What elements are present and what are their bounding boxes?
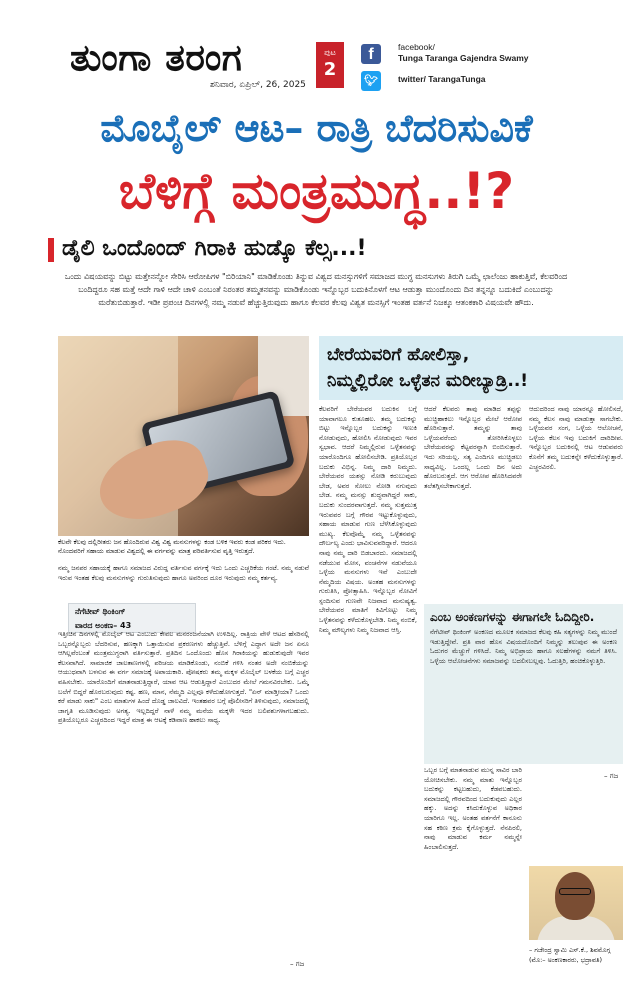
sidebar-end: – ಗಜ [604, 772, 619, 780]
issue-date: ಶನಿವಾರ, ಏಪ್ರಿಲ್, 26, 2025 [210, 80, 306, 90]
main-text-body: ಇತ್ತೀಚಿನ ದಿನಗಳಲ್ಲಿ ಮೊಬೈಲ್ ಆಟ ಎಂಬುದು ಕೇವಲ ಮನರಂಜನೆಯಾಗಿ ಉಳಿದಿಲ್ಲ. ರಾತ್ರಿಯ ವೇಳೆ ಆಟದ ಹೆಸರಿನಲ್ಲಿ ಒಬ್ಬರನ್ನೊಬ್ಬರು ಬೆದರಿಸುವ, ಹಣಕ್ಕಾಗಿ ಒತ್ತಾಯಿಸುವ ಪ್ರಕರಣಗಳು ಹೆಚ್ಚುತ್ತಿವೆ. ಬೆಳಿಗ್ಗೆ ಎದ್ದಾಗ ಅದೇ ಜನ ಏನೂ ಆಗಿಲ್ಲವೆಂಬಂತೆ ಮಂತ್ರಮುಗ್ಧರಾಗಿ ವರ್ತಿಸುತ್ತಾರೆ. ಪ್ರತಿದಿನ ಒಂದೊಂದು ಹೊಸ ಗಿರಾಕಿಯನ್ನು ಹುಡುಕುವುದೇ ಇವರ ಕೆಲಸವಾಗಿದೆ. ಸಾಮಾಜಿಕ ಜಾಲತಾಣಗಳಲ್ಲಿ ಪರಿಚಯ ಮಾಡಿಕೊಂಡು, ನಂಬಿಕೆ ಗಳಿಸಿ ನಂತರ ಅದೇ ನಂಬಿಕೆಯನ್ನು ಆಯುಧವಾಗಿ ಬಳಸುವ ಈ ವರ್ಗ ಸಮಾಜಕ್ಕೆ ಅಪಾಯಕಾರಿ. ಪೋಷಕರು ತಮ್ಮ ಮಕ್ಕಳ ಮೊಬೈಲ್ ಬಳಕೆಯ ಬಗ್ಗೆ ಎಚ್ಚರ ವಹಿಸಬೇಕು. ಯಾರೊಂದಿಗೆ ಮಾತನಾಡುತ್ತಿದ್ದಾರೆ, ಯಾವ ಆಟ ಆಡುತ್ತಿದ್ದಾರೆ ಎಂಬುದರ ಮೇಲೆ ಗಮನವಿರಬೇಕು. ಒಮ್ಮೆ ಬಲೆಗೆ ಬಿದ್ದರೆ ಹೊರಬರುವುದು ಕಷ್ಟ. ಹಣ, ಮಾನ, ನೆಮ್ಮದಿ ಎಲ್ಲವೂ ಕಳೆದುಹೋಗುತ್ತದೆ. "ಏನ್ ಮಾಡ್ತೀಯಾ? ಒಂದು ಕರೆ ಮಾಡು ಸಾಕು" ಎಂಬ ಮಾತುಗಳ ಹಿಂದೆ ದೊಡ್ಡ ಜಾಲವಿದೆ. ಇಂತಹವರ ಬಗ್ಗೆ ಪೊಲೀಸರಿಗೆ ತಿಳಿಸುವುದು, ಸಮಾಜದಲ್ಲಿ ಜಾಗೃತಿ ಮೂಡಿಸುವುದು ಅಗತ್ಯ. ಇಲ್ಲದಿದ್ದರೆ ನಾಳೆ ನಮ್ಮ ಮನೆಯ ಮಕ್ಕಳೇ ಇದರ ಬಲಿಪಶುಗಳಾಗಬಹುದು. ಪ್ರತಿಯೊಬ್ಬರೂ ಎಚ್ಚರದಿಂದ ಇದ್ದರೆ ಮಾತ್ರ ಈ ಆಟಕ್ಕೆ ಕಡಿವಾಣ ಹಾಕಲು ಸಾಧ್ಯ. [58, 630, 309, 725]
column-issue: ವಾರದ ಅಂಕಣ– 43 [75, 621, 132, 630]
column-label-box [68, 603, 196, 633]
sidebar-headline-line-1: ಬೇರೆಯವರಿಗೆ ಹೋಲಿಸ್ತಾ, [327, 345, 470, 365]
twitter-handle[interactable]: twitter/ TarangaTunga [398, 74, 486, 84]
sidebar-text-column-2: ಆದರೆ ಕೆಲವರು ತಾವು ಮಾಡಿದ ತಪ್ಪನ್ನು ಮುಚ್ಚಿಹಾಕಲು ಇನ್ನೊಬ್ಬರ ಮೇಲೆ ಆರೋಪ ಹೊರಿಸುತ್ತಾರೆ. ತಮ್ಮನ್ನು ತಾವು ಒಳ್ಳೆಯವರೆಂದು ತೋರಿಸಿಕೊಳ್ಳಲು ಬೇರೆಯವರನ್ನು ಕೆಟ್ಟವರನ್ನಾಗಿ ಬಿಂಬಿಸುತ್ತಾರೆ. ಇದು ಸರಿಯಲ್ಲ. ಸತ್ಯ ಎಂದಿಗೂ ಮುಚ್ಚಿಡಲು ಸಾಧ್ಯವಿಲ್ಲ. ಒಂದಲ್ಲ ಒಂದು ದಿನ ಅದು ಹೊರಬರುತ್ತದೆ. ಆಗ ಆರೋಪ ಹೊರಿಸಿದವರೇ ತಲೆತಗ್ಗಿಸಬೇಕಾಗುತ್ತದೆ. [424, 405, 522, 490]
newspaper-title: ತುಂಗಾ ತರಂಗ [70, 35, 243, 79]
column-name: ನೆಗೆಟೀವ್ ಥಿಂಕಿಂಗ್ [75, 607, 126, 616]
pull-quote-body: ನೆಗೆಟೀವ್ ಥಿಂಕಿಂಗ್ ಅಂಕಣದ ಮೂಲಕ ಸಮಾಜದ ಕೆಲವು ಕಹಿ ಸತ್ಯಗಳನ್ನು ನಿಮ್ಮ ಮುಂದೆ ಇಡುತ್ತಿದ್ದೇವೆ. ಪ್ರತಿ ವಾರ ಹೊಸ ವಿಷಯದೊಂದಿಗೆ ನಿಮ್ಮನ್ನು ತಲುಪುವ ಈ ಅಂಕಣ ಓದುಗರ ಮೆಚ್ಚುಗೆ ಗಳಿಸಿದೆ. ನಿಮ್ಮ ಅಭಿಪ್ರಾಯ ಹಾಗೂ ಸಲಹೆಗಳನ್ನು ನಮಗೆ ತಿಳಿಸಿ. ಒಳ್ಳೆಯ ಆಲೋಚನೆಗಳು ಸಮಾಜವನ್ನು ಬದಲಿಸಬಲ್ಲವು. ಓದುತ್ತಿರಿ, ಹಂಚಿಕೊಳ್ಳುತ್ತಿರಿ. [430, 628, 617, 665]
sidebar-text-column-4: ಒಬ್ಬರ ಬಗ್ಗೆ ಮಾತನಾಡುವ ಮುನ್ನ ಸಾವಿರ ಬಾರಿ ಯೋಚಿಸಬೇಕು. ನಮ್ಮ ಮಾತು ಇನ್ನೊಬ್ಬರ ಬದುಕನ್ನು ಕಟ್ಟಬಹುದು, ಕೆಡವಬಹುದು. ಸಮಾಜದಲ್ಲಿ ಗೌರವದಿಂದ ಬದುಕುವುದು ಎಲ್ಲರ ಹಕ್ಕು. ಅದನ್ನು ಕಸಿದುಕೊಳ್ಳುವ ಅಧಿಕಾರ ಯಾರಿಗೂ ಇಲ್ಲ. ಅಂತಹ ವರ್ತನೆಗೆ ಕಾನೂನು ಸಹ ಕಠಿಣ ಕ್ರಮ ಕೈಗೊಳ್ಳುತ್ತದೆ. ನೆನಪಿರಲಿ, ನಾವು ಮಾಡುವ ಕರ್ಮ ನಮ್ಮನ್ನೇ ಹಿಂಬಾಲಿಸುತ್ತದೆ. [424, 766, 522, 851]
headline-line-2: ಬೆಳಿಗ್ಗೆ ಮಂತ್ರಮುಗ್ಧ..!? [118, 162, 515, 220]
facebook-label: facebook/ [398, 42, 435, 52]
twitter-icon[interactable]: 🐦︎ [361, 71, 381, 91]
photo-caption: ಕೆಲವೇ ಕೆಲವು ದಲ್ಲಿರೀತರು ಜನ ಹೊಂದಿರುವ ವಿಶ್ವ ವಿಶ್ವ ಮನಸುಗಳನ್ನು ಕಂಡ ಬಳಿಕ ಇವರು ಕಂಡ ಪರಿಕರ ಇದು. ನೊಂದವರಿಗೆ ಸಹಾಯ ಮಾಡುವ ವಿಶ್ವದಲ್ಲಿ ಈ ವರ್ಗವನ್ನು ಮಾತ್ರ ಪರಿವರ್ತಿಸುವ ವೃತ್ತಿ ಇರುತ್ತದೆ. [58, 538, 286, 555]
article-photo [58, 336, 309, 536]
kicker-marker [48, 238, 54, 262]
sidebar-text-column-1: ಕೆಲವರಿಗೆ ಬೇರೆಯವರ ಬದುಕಿನ ಬಗ್ಗೆ ಯಾವಾಗಲೂ ಕುತೂಹಲ. ತಮ್ಮ ಬದುಕನ್ನು ಬಿಟ್ಟು ಇನ್ನೊಬ್ಬರ ಬದುಕನ್ನು ಇಣುಕಿ ನೋಡುವುದು, ಹೋಲಿಸಿ ನೋಡುವುದು ಇವರ ಸ್ವಭಾವ. ಆದರೆ ನಿಮ್ಮಲ್ಲಿರುವ ಒಳ್ಳೆತನವನ್ನು ಯಾರೊಂದಿಗೂ ಹೋಲಿಸಬೇಡಿ. ಪ್ರತಿಯೊಬ್ಬರ ಬದುಕು ವಿಭಿನ್ನ. ನಿಮ್ಮ ದಾರಿ ನಿಮ್ಮದು. ಬೇರೆಯವರ ಯಶಸ್ಸು ನೋಡಿ ಕರುಬುವುದು ಬೇಡ, ಅವರ ಸೋಲು ನೋಡಿ ನಗುವುದು ಬೇಡ. ನಮ್ಮ ಮನಸ್ಸು ಶುದ್ಧವಾಗಿದ್ದರೆ ಸಾಕು, ಬದುಕು ಸುಂದರವಾಗುತ್ತದೆ. ನಮ್ಮ ಸುತ್ತಮುತ್ತ ಇರುವವರ ಬಗ್ಗೆ ಗೌರವ ಇಟ್ಟುಕೊಳ್ಳುವುದು, ಸಹಾಯ ಮಾಡುವ ಗುಣ ಬೆಳೆಸಿಕೊಳ್ಳುವುದು ಮುಖ್ಯ. ಕೆಲವೊಮ್ಮೆ ನಮ್ಮ ಒಳ್ಳೆತನವನ್ನು ದೌರ್ಬಲ್ಯ ಎಂದು ಭಾವಿಸುವವರಿದ್ದಾರೆ. ಆದರೂ ನಾವು ನಮ್ಮ ದಾರಿ ಬಿಡಬಾರದು. ಸಮಾಜದಲ್ಲಿ ನಡೆಯುವ ಮೋಸ, ವಂಚನೆಗಳ ನಡುವೆಯೂ ಒಳ್ಳೆಯ ಮನಸುಗಳು ಇವೆ ಎಂಬುದೇ ನೆಮ್ಮದಿಯ ವಿಷಯ. ಅಂತಹ ಮನಸುಗಳನ್ನು ಗುರುತಿಸಿ, ಪ್ರೋತ್ಸಾಹಿಸಿ. ಇನ್ನೊಬ್ಬರ ನೋವಿಗೆ ಸ್ಪಂದಿಸುವ ಗುಣವೇ ನಿಜವಾದ ಮನುಷ್ಯತ್ವ. ಬೇರೆಯವರ ಮಾತಿಗೆ ಕಿವಿಗೊಟ್ಟು ನಿಮ್ಮ ಒಳ್ಳೆತನವನ್ನು ಕಳೆದುಕೊಳ್ಳಬೇಡಿ. ನಿಮ್ಮ ನಂಬಿಕೆ, ನಿಮ್ಮ ಮೌಲ್ಯಗಳು ನಿಮ್ಮ ನಿಜವಾದ ಆಸ್ತಿ. [319, 405, 417, 634]
author-credit [529, 945, 629, 965]
author-contact: (ಮೊ:– ಅಂಕಣಕಾರರು, ಭದ್ರಾವತಿ) [529, 956, 602, 964]
headline-line-1: ಮೊಬೈಲ್ ಆಟ– ರಾತ್ರಿ ಬೆದರಿಸುವಿಕೆ [100, 106, 533, 150]
main-text-intro: ನಮ್ಮ ಜನಪರ ಸಹಾಯಕ್ಕೆ ಹಾಗೂ ಸಮಾಜದ ವಿರುದ್ದ ವರ್ತಿಸುವ ವರ್ಗಕ್ಕೆ ಇದು ಒಂದು ಎಚ್ಚರಿಕೆಯ ಗಂಟೆ. ನಮ್ಮ ನಡುವೆ ಇರುವ ಇಂತಹ ಕೆಲವು ಮನಸುಗಳನ್ನು ಗುರುತಿಸುವುದು ಹಾಗೂ ಅವರಿಂದ ದೂರ ಇರುವುದು ನಮ್ಮ ಕರ್ತವ್ಯ. [58, 564, 309, 582]
pull-quote-box [424, 604, 623, 764]
lede-paragraph: ಒಂದು ವಿಷಯವನ್ನು ಬಿಟ್ಟು ಮತ್ತೇನನ್ನೋ ಸೇರಿಸಿ ಆರೋಪಿಗಳ "ಬಿರಿಯಾನಿ" ಮಾಡಿಕೊಂಡು ತಿನ್ನುವ ವಿಶ್ವದ ಮನಸ್ಸುಗಳಿಗೆ ಸಮಾಜದ ಮುಗ್ಧ ಮನಸುಗಳು ತಿರುಗಿ ಒಮ್ಮೆ ಛಾಲೆಂಜು ಹಾಕುತ್ತಿವೆ, ಕೆಲವರಿಂದ ಬಂದಿದ್ದರೂ ಸಹ ಮತ್ತೆ ಆದೇ ಗಾಳಿ ಆದೇ ಚಾಳಿ ಎಂಬಂತೆ ನಿರಂತರ ತಮ್ಮತನವನ್ನು ಮಾಡಿಕೊಂಡು ಇನ್ನೊಬ್ಬರ ಬದುಕಿನೊಳಗೆ ಆಟ ಆಡುತ್ತಾ ಮುಂದೊಂದು ದಿನ ತನ್ನನ್ನೂ ಬದುಕಿದೆ ಎಂಬುದನ್ನು ಮರೆತುಬಿಡುತ್ತಾರೆ. ಇಡೀ ಪ್ರಪಂಚ ದಿನಗಳಲ್ಲಿ ನಮ್ಮ ನಡುವೆ ಹೆಚ್ಚುತ್ತಿರುವುದು ಹಾಗೂ ಕೆಲವರ ಕೆಲವು ವಿಶ್ವತ ಮನಸ್ಸಿಗೆ ಇಂತಹ ವರ್ತನೆ ನಿಜಕ್ಕೂ ಆತಂಕಕಾರಿ ವಿಷಯವೇ ಹೌದು. [64, 272, 568, 307]
page-number: 2 [323, 59, 337, 80]
page-number-badge [316, 42, 344, 88]
page-label: ಪುಟ [324, 48, 336, 57]
masthead [0, 0, 633, 98]
sidebar-headline-box [319, 336, 623, 400]
kicker-headline: ಡೈಲಿ ಒಂದೊಂದ್ ಗಿರಾಕಿ ಹುಡ್ಕೊ ಕೆಲ್ಸ...! [62, 236, 367, 261]
author-photo [529, 866, 623, 940]
main-text-end: – ಗಜ [290, 960, 305, 968]
sidebar-headline-line-2: ನಿಮ್ಮಲ್ಲಿರೋ ಒಳ್ಳೆತನ ಮರೀಬ್ಯಾಡ್ರಿ..! [327, 371, 529, 391]
facebook-icon[interactable]: f [361, 44, 381, 64]
author-name: – ಗಜೇಂದ್ರ ಸ್ವಾಮಿ ಎಸ್.ಕೆ., ಶಿವಮೊಗ್ಗ [529, 946, 611, 954]
facebook-handle[interactable]: Tunga Taranga Gajendra Swamy [398, 53, 529, 63]
pull-quote-headline: ಎಂಬ ಅಂಕಣಗಳನ್ನು ಈಗಾಗಲೇ ಓದಿದ್ದೀರಿ. [430, 610, 595, 624]
sidebar-text-column-3: ಆದುದರಿಂದ ನಾವು ಯಾರನ್ನೂ ಹೋಲಿಸದೆ, ನಮ್ಮ ಕೆಲಸ ನಾವು ಮಾಡುತ್ತಾ ಸಾಗಬೇಕು. ಒಳ್ಳೆಯವರ ಸಂಗ, ಒಳ್ಳೆಯ ಆಲೋಚನೆ, ಒಳ್ಳೆಯ ಕೆಲಸ ಇವು ಬದುಕಿಗೆ ದಾರಿದೀಪ. ಇನ್ನೊಬ್ಬರ ಬದುಕಿನಲ್ಲಿ ಆಟ ಆಡುವವರು ಕೊನೆಗೆ ತಮ್ಮ ಬದುಕನ್ನೇ ಕಳೆದುಕೊಳ್ಳುತ್ತಾರೆ. ಎಚ್ಚರವಿರಲಿ. [529, 405, 623, 471]
